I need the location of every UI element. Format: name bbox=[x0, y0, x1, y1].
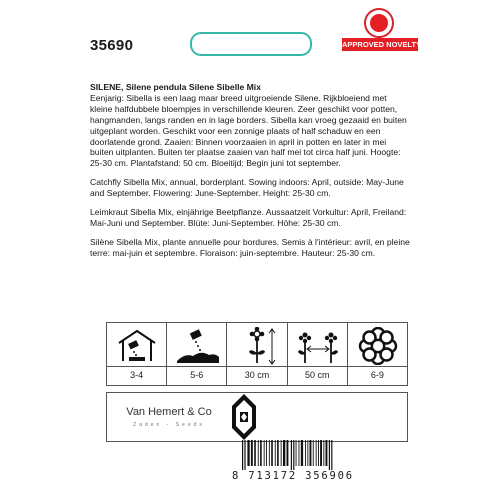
flowering-icon bbox=[356, 327, 400, 365]
brand-tagline: Zaden - Seeds bbox=[133, 422, 205, 428]
approved-novelty-badge bbox=[342, 8, 422, 52]
sow-indoors-icon bbox=[115, 327, 159, 365]
award-seal-icon bbox=[364, 8, 394, 38]
description-german: Leimkraut Sibella Mix, einjährige Beetpflanze. Aussaatzeit Vorkultur: April, Freiland: Mai-Juni und September. Blüte: Juni-September. Höhe: 25-30 cm. bbox=[90, 207, 407, 228]
sow-outdoors-months: 5-6 bbox=[167, 366, 226, 384]
icon-cell-sow-indoors bbox=[107, 323, 167, 385]
barcode bbox=[232, 440, 408, 482]
description-french: Silène Sibella Mix, plante annuelle pour bordures. Semis à l'intérieur: avril, en pleine terre: mai-juin et septembre. Floraison: juin-septembre. Hauteur: 25-30 cm. bbox=[90, 236, 410, 258]
brand-logo-icon bbox=[231, 392, 257, 442]
label-box bbox=[190, 32, 312, 56]
description-dutch: Eenjarig: Sibella is een laag maar breed uitgroeiende Silene. Rijkbloeiend met kleine halfdubbele bloempjes in verschillende kleuren. Zeer geschikt voor potten, hangmanden, langs randen en in lage borders. Sibella kan vroeg gezaaid en buiten uitgeplant worden. Geschikt voor een zonnige plaats of half schaduw en een doorlatende grond. Zaaien: Binnen voorzaaien in april in potten en later in mei buiten uitplanten. Buiten ter plaatse zaaien van half mei tot circa half juni. Hoogte: 25-30 cm. Plantafstand: 50 cm. Bloeitijd: Begin juni tot september. bbox=[90, 92, 407, 169]
article-number: 35690 bbox=[90, 37, 134, 54]
brand-name: Van Hemert & Co bbox=[126, 406, 212, 418]
icon-cell-height bbox=[227, 323, 287, 385]
height-icon bbox=[235, 327, 279, 365]
award-ribbon: APPROVED NOVELTY bbox=[342, 40, 422, 49]
barcode-digits: 8 713172 356906 bbox=[232, 470, 354, 482]
spacing-value: 50 cm bbox=[288, 366, 347, 384]
flowering-months: 6-9 bbox=[348, 366, 407, 384]
sowing-info-icons bbox=[106, 322, 408, 386]
spacing-icon bbox=[296, 327, 340, 365]
icon-cell-flowering bbox=[348, 323, 407, 385]
brand-box bbox=[106, 392, 408, 442]
description-block bbox=[90, 82, 410, 267]
barcode-bars bbox=[242, 440, 408, 470]
height-value: 30 cm bbox=[227, 366, 286, 384]
icon-cell-sow-outdoors bbox=[167, 323, 227, 385]
sow-indoors-months: 3-4 bbox=[107, 366, 166, 384]
product-title: SILENE, Silene pendula Silene Sibelle Mix bbox=[90, 82, 261, 92]
description-english: Catchfly Sibella Mix, annual, borderplant. Sowing indoors: April, outside: May-June and September. Flowering: June-September. Height: 25-30 cm. bbox=[90, 177, 404, 199]
icon-cell-spacing bbox=[288, 323, 348, 385]
sow-outdoors-icon bbox=[175, 327, 219, 365]
